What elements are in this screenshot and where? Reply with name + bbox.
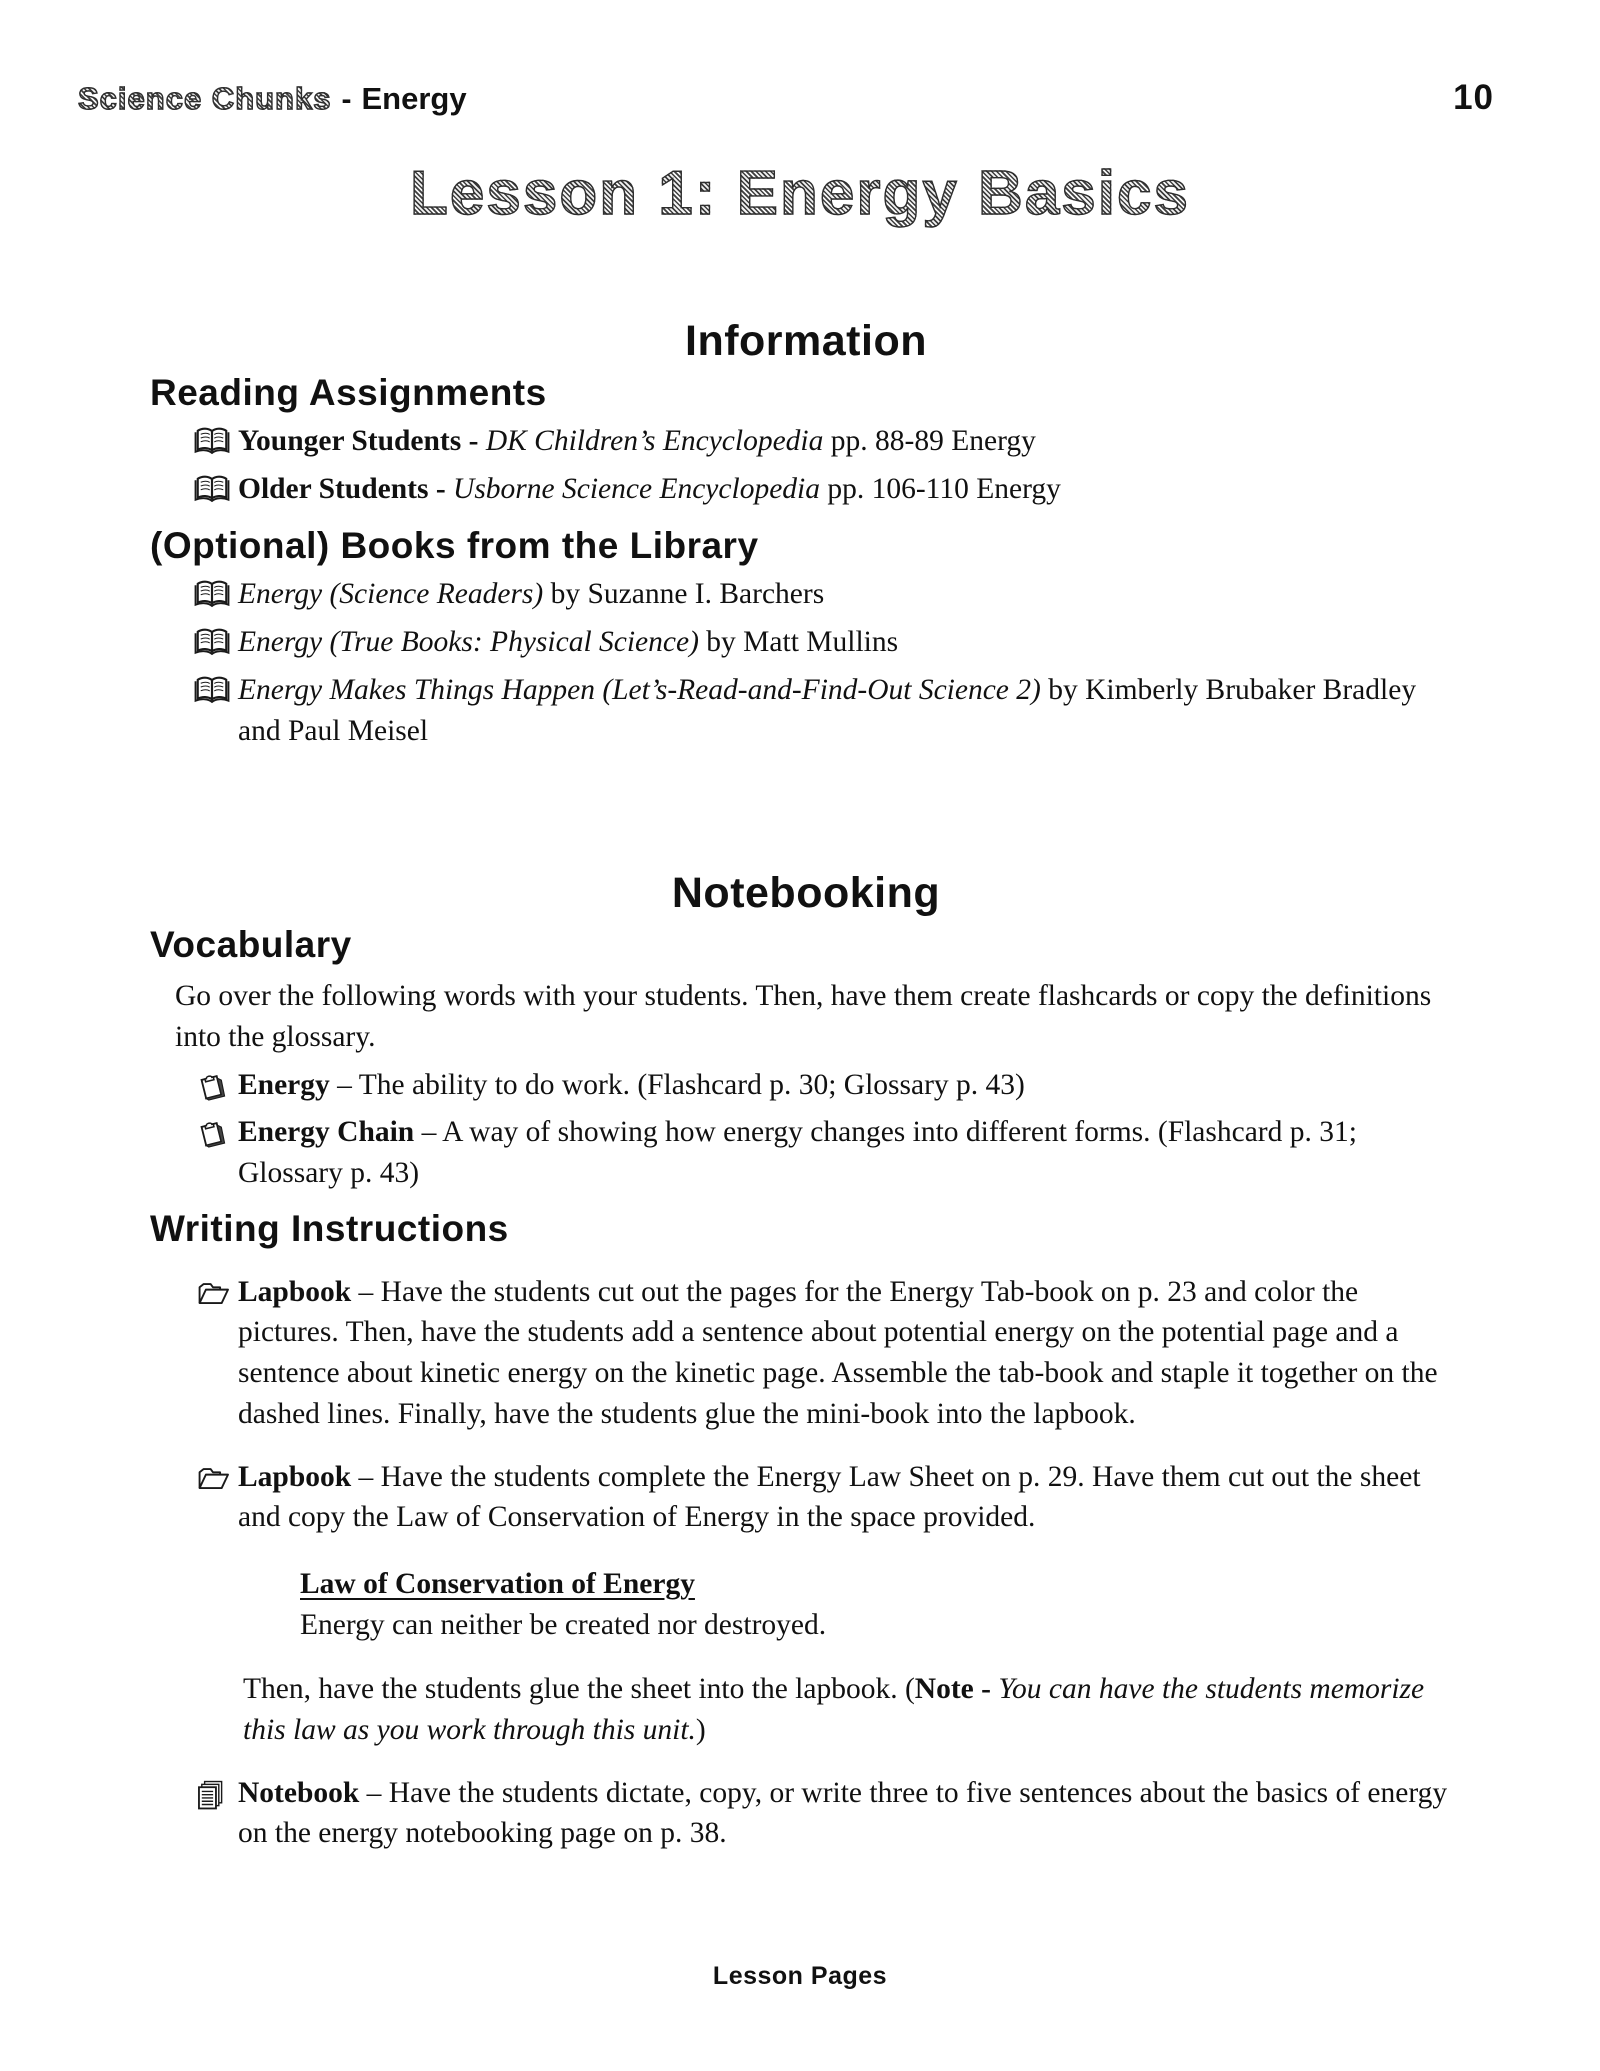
unit-title: Energy	[361, 81, 467, 116]
vocab-definition: The ability to do work. (Flashcard p. 30; Glossary p. 43)	[358, 1068, 1025, 1101]
vocab-dash: –	[329, 1068, 359, 1101]
note-sep: -	[973, 1673, 999, 1706]
lapbook-body: Have the students cut out the pages for the Energy Tab-book on p. 23 and color the pictures. Then, have the students add a sentence about potential energy on the potential page and a sentence about kinetic energy on the kinetic page. Assemble the tab-book and staple it together on the dashed lines. Finally, have the students glue the mini-book into the lapbook.	[238, 1275, 1438, 1430]
lapbook-label: Lapbook	[238, 1275, 352, 1308]
page-header	[0, 0, 1600, 118]
subheading-library-books: (Optional) Books from the Library	[150, 525, 759, 567]
library-book-author: by Kimberly Brubaker Bradley and Paul Meisel	[238, 673, 1417, 747]
header-separator: -	[341, 83, 352, 116]
lapbook-dash: –	[351, 1275, 381, 1308]
reading-book-title: DK Children’s Encyclopedia	[485, 425, 824, 457]
lapbook-instruction-item	[150, 1272, 1462, 1435]
vocabulary-text	[238, 1065, 1462, 1106]
library-book-title: Energy (Science Readers)	[238, 578, 544, 611]
library-book-text	[238, 670, 1462, 751]
reading-assignment-text	[238, 421, 1462, 462]
vocab-dash: –	[414, 1116, 443, 1149]
reading-detail: pp. 88-89 Energy	[823, 425, 1036, 457]
library-book-author: by Suzanne I. Barchers	[543, 578, 825, 611]
vocab-term: Energy	[238, 1068, 330, 1101]
open-folder-icon	[194, 1462, 238, 1492]
reading-assignment-item	[150, 469, 1462, 510]
document-stack-icon	[194, 1778, 238, 1812]
subheading-vocabulary: Vocabulary	[150, 924, 352, 966]
library-book-text	[238, 622, 1462, 663]
lapbook-dash: –	[351, 1460, 381, 1493]
open-book-icon	[194, 579, 238, 609]
vocabulary-text	[238, 1112, 1462, 1193]
notebook-body: Have the students dictate, copy, or write three to five sentences about the basics of energy on the energy notebooking page on p. 38.	[238, 1776, 1448, 1850]
writing-instructions-body	[150, 1272, 1462, 1854]
section-heading-information: Information	[685, 317, 927, 365]
reading-sep: -	[428, 472, 454, 505]
note-label: Note	[914, 1673, 974, 1706]
subheading-reading-assignments: Reading Assignments	[150, 372, 547, 413]
library-book-author: by Matt Mullins	[698, 626, 899, 659]
open-book-icon	[194, 675, 238, 705]
page-number: 10	[1453, 78, 1494, 117]
note-paragraph	[243, 1669, 1462, 1750]
vocab-definition: A way of showing how energy changes into different forms. (Flashcard p. 31; Glossary p. 43)	[238, 1116, 1357, 1190]
reading-detail: pp. 106-110 Energy	[819, 472, 1061, 505]
vocabulary-item	[150, 1112, 1462, 1193]
lesson-title: Lesson 1: Energy Basics	[0, 158, 1600, 229]
reading-assignment-text	[238, 469, 1462, 510]
lapbook-text	[238, 1272, 1462, 1435]
note-lead: Then, have the students glue the sheet into the lapbook. (	[243, 1673, 915, 1706]
law-title: Law of Conservation of Energy	[300, 1567, 695, 1600]
note-close: )	[695, 1714, 706, 1747]
clipboard-icon	[194, 1117, 238, 1151]
lapbook-label: Lapbook	[238, 1460, 352, 1493]
notebook-label: Notebook	[238, 1776, 360, 1809]
series-title: Science Chunks	[78, 81, 332, 116]
open-book-icon	[194, 627, 238, 657]
subheading-writing-instructions: Writing Instructions	[150, 1207, 509, 1249]
section-heading-notebooking: Notebooking	[671, 869, 941, 918]
reading-label: Older Students	[238, 472, 429, 505]
clipboard-icon	[194, 1070, 238, 1104]
library-book-title: Energy Makes Things Happen (Let’s-Read-and-Find-Out Science 2)	[238, 673, 1041, 706]
reading-assignment-item	[150, 421, 1462, 462]
law-body: Energy can neither be created nor destroyed.	[300, 1608, 827, 1641]
open-folder-icon	[194, 1277, 238, 1307]
lapbook-text	[238, 1457, 1462, 1538]
reading-label: Younger Students	[238, 425, 462, 457]
lapbook-instruction-item	[150, 1457, 1462, 1538]
library-book-item	[150, 670, 1462, 751]
lapbook-body: Have the students complete the Energy Law Sheet on p. 29. Have them cut out the sheet and copy the Law of Conservation of Energy in the space provided.	[238, 1460, 1421, 1534]
open-book-icon	[194, 426, 238, 456]
notebook-text	[238, 1773, 1462, 1854]
vocabulary-intro: Go over the following words with your students. Then, have them create flashcards or copy the definitions into the glossary.	[175, 980, 1432, 1053]
library-book-title: Energy (True Books: Physical Science)	[238, 626, 699, 659]
open-book-icon	[194, 474, 238, 504]
reading-sep: -	[461, 425, 486, 457]
law-callout	[300, 1564, 1462, 1645]
note-italic-text: You can have the students memorize this law as you work through this unit.	[243, 1673, 1425, 1747]
library-book-item	[150, 622, 1462, 663]
vocab-term: Energy Chain	[238, 1116, 415, 1149]
page-footer: Lesson Pages	[712, 1962, 888, 1990]
library-book-item	[150, 574, 1462, 615]
vocabulary-item	[150, 1065, 1462, 1106]
notebook-instruction-item	[150, 1773, 1462, 1854]
reading-book-title: Usborne Science Encyclopedia	[453, 472, 820, 505]
notebook-dash: –	[359, 1776, 389, 1809]
library-book-text	[238, 574, 1462, 615]
